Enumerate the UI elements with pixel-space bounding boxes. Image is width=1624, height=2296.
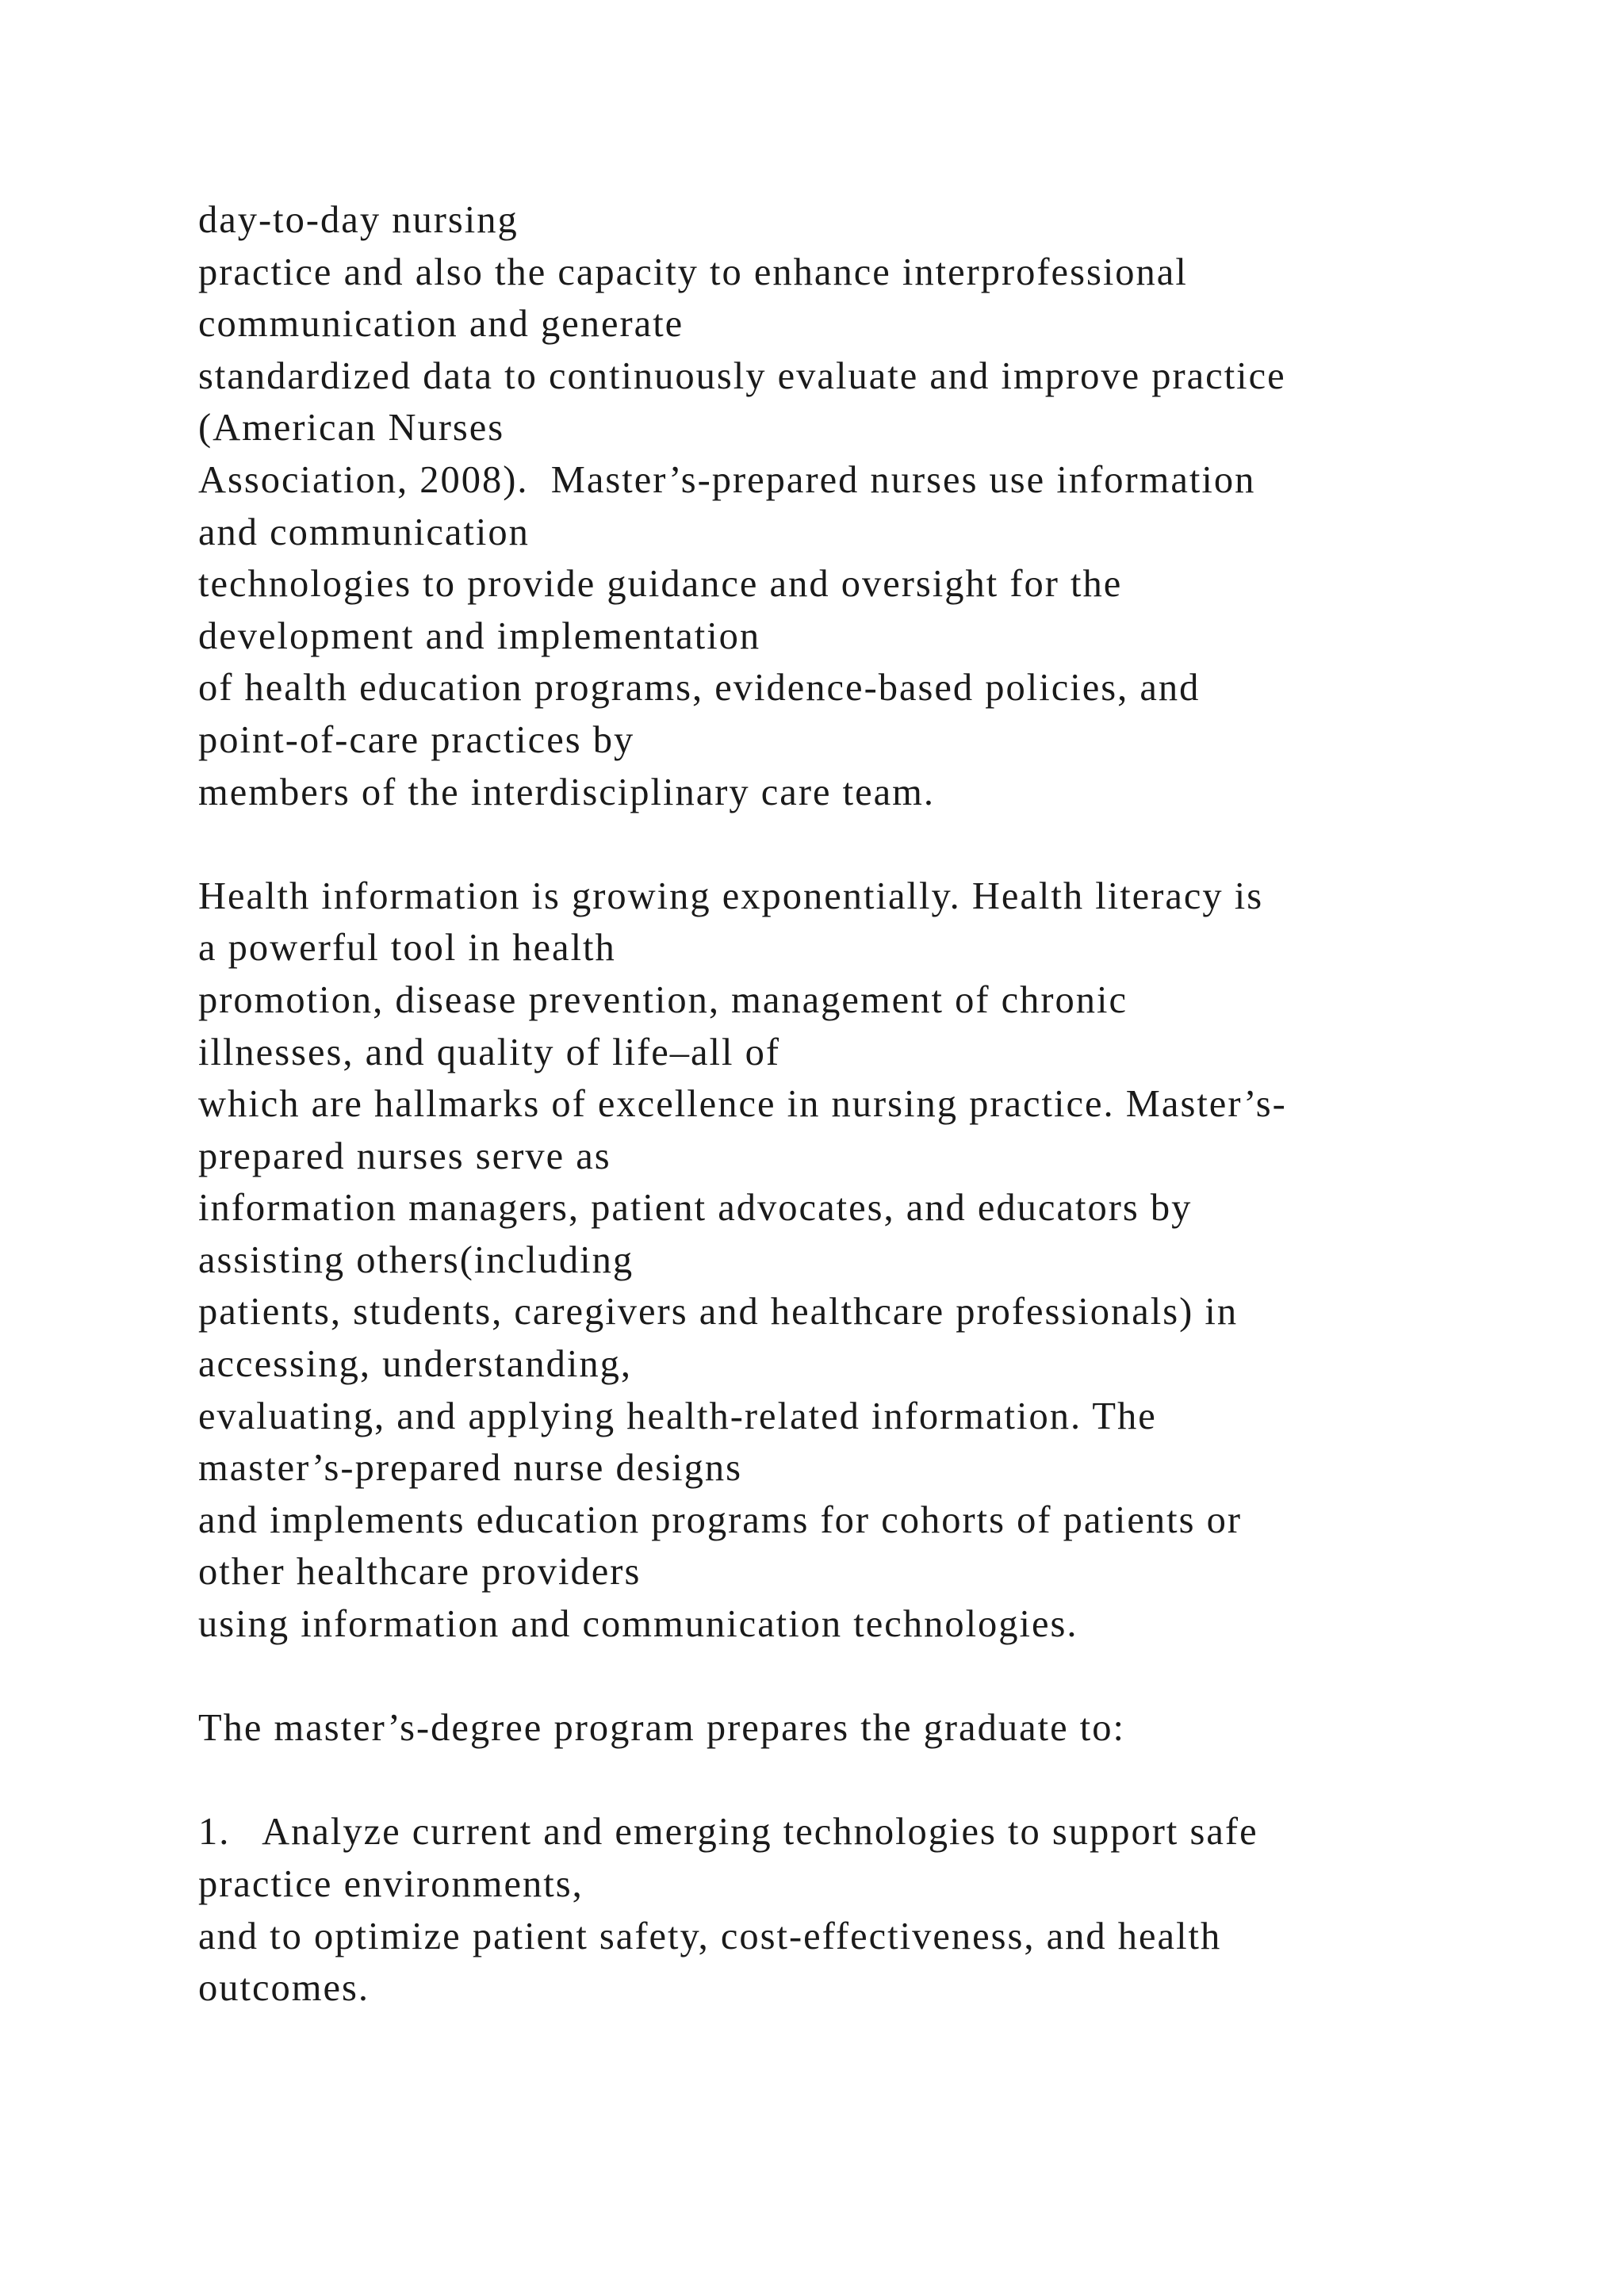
text-line: (American Nurses (198, 407, 505, 450)
paragraph-spacer (198, 1651, 1594, 1703)
text-line: practice environments, (198, 1863, 584, 1905)
text-line: patients, students, caregivers and healthcare professionals) in (198, 1291, 1239, 1334)
text-line: prepared nurses serve as (198, 1135, 611, 1177)
text-line: and communication (198, 511, 530, 553)
text-line: members of the interdisciplinary care team. (198, 771, 936, 813)
text-line: 1. Analyze current and emerging technologies to support safe (198, 1811, 1258, 1854)
text-line: of health education programs, evidence-based policies, and (198, 667, 1201, 710)
text-line: other healthcare providers (198, 1551, 642, 1594)
text-line: master’s-prepared nurse designs (198, 1447, 743, 1490)
text-line: evaluating, and applying health-related information. The (198, 1395, 1157, 1437)
text-line: assisting others(including (198, 1238, 634, 1281)
text-line: using information and communication technologies. (198, 1603, 1078, 1646)
text-line: which are hallmarks of excellence in nursing practice. Master’s- (198, 1083, 1287, 1126)
text-line: communication and generate (198, 303, 684, 346)
paragraph-spacer (198, 818, 1594, 871)
text-line: outcomes. (198, 1967, 370, 2010)
text-line: information managers, patient advocates, and educators by (198, 1187, 1193, 1230)
text-line: development and implementation (198, 614, 761, 657)
text-line: day-to-day nursing (198, 199, 519, 241)
text-line: Association, 2008). Master’s-prepared nurses use information (198, 458, 1256, 501)
paragraph-2 (198, 871, 1594, 1651)
paragraph-1 (198, 194, 1594, 818)
text-line: standardized data to continuously evaluate and improve practice (198, 354, 1286, 397)
text-line: illnesses, and quality of life–all of (198, 1031, 780, 1073)
text-line: The master’s-degree program prepares the graduate to: (198, 1707, 1125, 1750)
paragraph-spacer (198, 1755, 1594, 1807)
paragraph-3 (198, 1702, 1594, 1755)
text-line: promotion, disease prevention, management of chronic (198, 978, 1128, 1021)
text-line: practice and also the capacity to enhance interprofessional (198, 251, 1188, 293)
text-line: and to optimize patient safety, cost-effectiveness, and health (198, 1915, 1222, 1957)
text-line: and implements education programs for cohorts of patients or (198, 1498, 1243, 1541)
text-line: point-of-care practices by (198, 718, 635, 761)
text-line: technologies to provide guidance and oversight for the (198, 563, 1123, 606)
list-item-1 (198, 1806, 1594, 2014)
text-line: Health information is growing exponentially. Health literacy is (198, 874, 1264, 917)
text-line: a powerful tool in health (198, 927, 616, 970)
document-body (198, 194, 1594, 2015)
text-line: accessing, understanding, (198, 1343, 632, 1386)
